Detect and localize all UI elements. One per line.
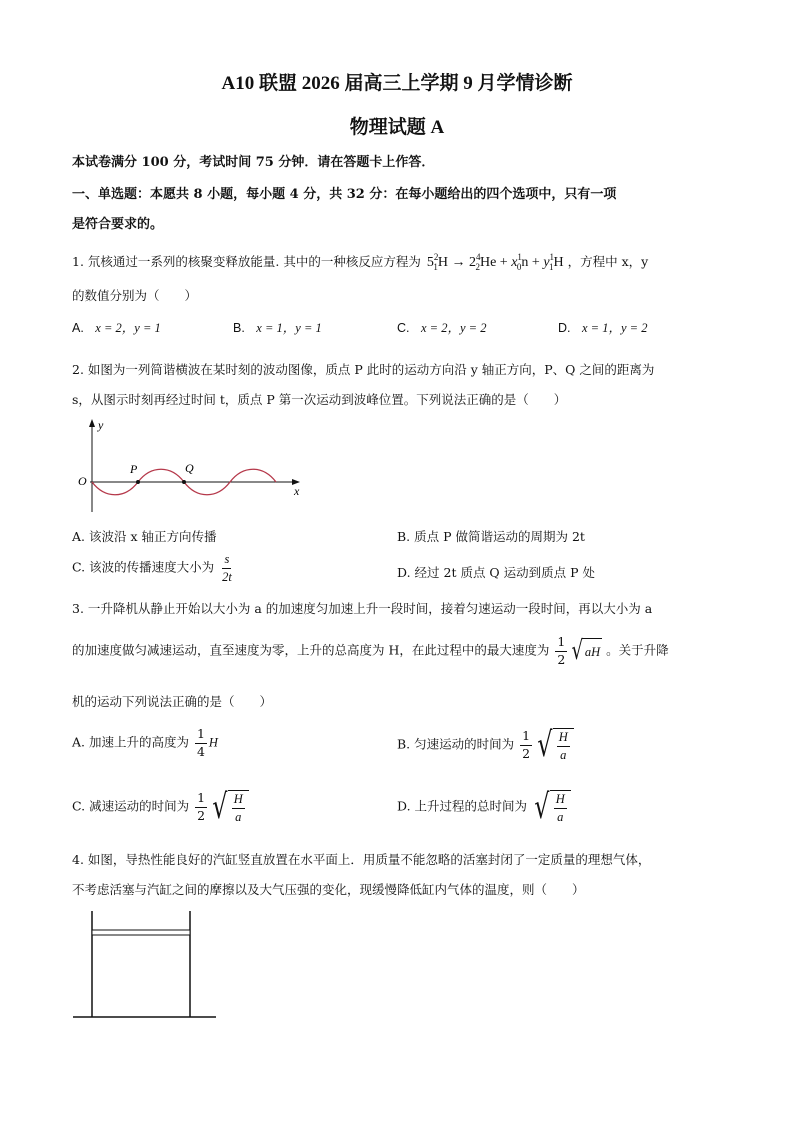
point-p-dot [136, 480, 140, 484]
q3-option-b[interactable]: B. 匀速运动的时间为 $\frac{1}{2}$ √ $\frac{H}{a}$ [397, 728, 574, 762]
q2-option-c[interactable]: C. 该波的传播速度大小为 $\frac{s}{2t}$ [72, 552, 232, 584]
q3-half-fraction: $\frac{1}{2}$ [557, 634, 566, 667]
q3-b-sqrt: √ $\frac{H}{a}$ [534, 728, 574, 762]
q3-c-sqrt: √ $\frac{H}{a}$ [209, 790, 249, 824]
q2-option-a[interactable]: A. 该波沿 x 轴正方向传播 [72, 529, 217, 544]
q3-c-half: $\frac{1}{2}$ [197, 790, 206, 823]
q2-stem-line2: s，从图示时刻再经过时间 t，质点 P 第一次运动到波峰位置。下列说法正确的是（ ） [72, 392, 567, 407]
q3-a-fraction: $\frac{1}{4}$ [196, 726, 205, 759]
y-axis-label: y [98, 418, 104, 432]
section-heading-line2: 是符合要求的。 [72, 217, 164, 232]
y-axis-arrow [89, 419, 95, 427]
q3-d-sqrt: √ $\frac{H}{a}$ [531, 790, 571, 824]
piston [92, 930, 190, 935]
q1-stem [72, 252, 648, 272]
q4-stem-line1: 4. 如图，导热性能良好的汽缸竖直放置在水平面上．用质量不能忽略的活塞封闭了一定质量的理想气体， [72, 852, 651, 867]
q1-option-c[interactable]: C. x = 2，y = 2 [397, 321, 487, 335]
q1-stem-tail: ，方程中 x，y [567, 254, 649, 269]
point-p-label: P [130, 462, 138, 476]
origin-label: O [78, 474, 87, 488]
q3-stem-line3: 机的运动下列说法正确的是（ ） [72, 694, 273, 709]
q3-stem-line1: 3. 一升降机从静止开始以大小为 a 的加速度匀加速上升一段时间，接着匀速运动一段时间，再以大小为 a [72, 601, 653, 616]
q1-stem-text: 1. 氘核通过一系列的核聚变释放能量. 其中的一种核反应方程为 [72, 254, 421, 269]
q2-wave-figure [72, 415, 312, 515]
q3-b-half: $\frac{1}{2}$ [522, 728, 531, 761]
q3-sqrt-ah: √ aH [571, 636, 601, 666]
q2-option-b[interactable]: B. 质点 P 做简谐运动的周期为 2t [397, 529, 585, 544]
page-subtitle: 物理试题 A [349, 117, 445, 138]
section-heading-line1: 一、单选题：本愿共 8 小题，每小题 4 分，共 32 分：在每小题给出的四个选项中，只有一项 [72, 187, 617, 202]
q1-reaction-equation: $5^2_1H \to 2^4_2He + x^1_0n + y^1_1H$ [426, 252, 564, 272]
q3-stem-line2: 的加速度做匀减速运动，直至速度为零，上升的总高度为 H，在此过程中的最大速度为 $\frac{1}{2}$ √ aH 。关于升降 [72, 634, 669, 667]
q2-speed-fraction: $\frac{s}{2t}$ [222, 552, 232, 584]
q3-option-a[interactable]: A. 加速上升的高度为 $\frac{1}{4}$ H [72, 726, 218, 759]
q1-option-b[interactable]: B. x = 1，y = 1 [233, 321, 322, 335]
q3-option-c[interactable]: C. 减速运动的时间为 $\frac{1}{2}$ √ $\frac{H}{a}$ [72, 790, 249, 824]
q4-cylinder-figure [70, 908, 220, 1023]
q1-option-a[interactable]: A. x = 2，y = 1 [72, 321, 161, 335]
x-axis-label: x [294, 484, 300, 498]
q2-stem-line1: 2. 如图为一列简谐横波在某时刻的波动图像，质点 P 此时的运动方向沿 y 轴正方向，P、Q 之间的距离为 [72, 362, 655, 377]
q2-option-d[interactable]: D. 经过 2t 质点 Q 运动到质点 P 处 [397, 565, 595, 580]
q4-stem-line2: 不考虑活塞与汽缸之间的摩擦以及大气压强的变化，现缓慢降低缸内气体的温度，则（ ） [72, 882, 585, 897]
page-title: A10 联盟 2026 届高三上学期 9 月学情诊断 [221, 73, 573, 94]
point-q-label: Q [185, 461, 194, 475]
q1-stem-line2: 的数值分别为（ ） [72, 288, 198, 303]
q1-option-d[interactable]: D. x = 1，y = 2 [558, 321, 648, 335]
exam-notice: 本试卷满分 100 分，考试时间 75 分钟．请在答题卡上作答． [72, 155, 435, 170]
q3-option-d[interactable]: D. 上升过程的总时间为 √ $\frac{H}{a}$ [397, 790, 571, 824]
point-q-dot [182, 480, 186, 484]
